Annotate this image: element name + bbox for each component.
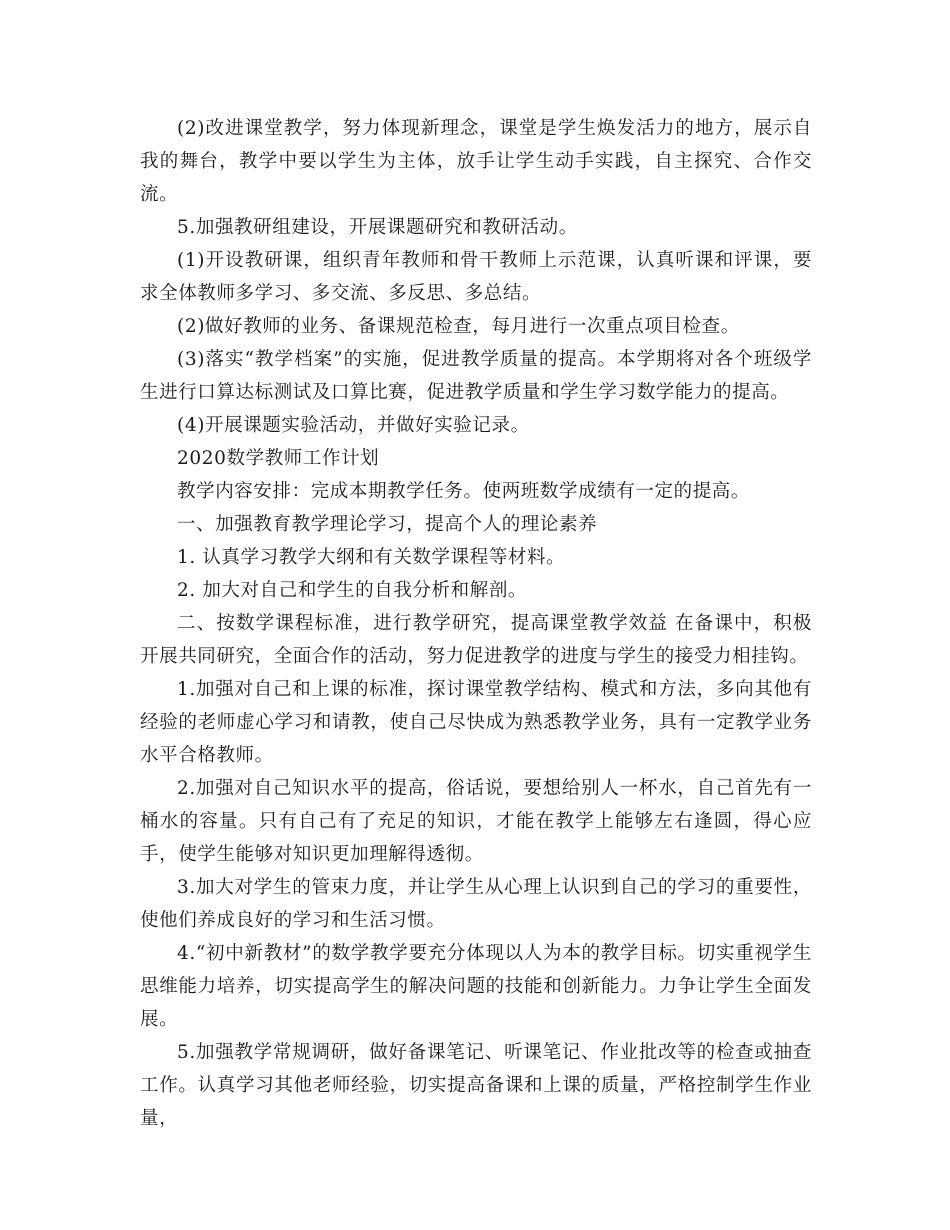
paragraph: (1)开设教研课，组织青年教师和骨干教师上示范课，认真听课和评课，要求全体教师多学习、多交流、多反思、多总结。 bbox=[140, 250, 812, 304]
paragraph: 教学内容安排：完成本期教学任务。使两班数学成绩有一定的提高。 bbox=[177, 481, 751, 502]
paragraph: (2)改进课堂教学，努力体现新理念，课堂是学生焕发活力的地方，展示自我的舞台，教学中要以学生为主体，放手让学生动手实践，自主探究、合作交流。 bbox=[140, 118, 812, 205]
paragraph: 1.加强对自己和上课的标准，探讨课堂教学结构、模式和方法，多向其他有经验的老师虚心学习和请教，使自己尽快成为熟悉教学业务，具有一定教学业务水平合格教师。 bbox=[140, 679, 812, 766]
paragraph: 1. 认真学习教学大纲和有关数学课程等材料。 bbox=[177, 547, 566, 568]
paragraph: 5.加强教研组建设，开展课题研究和教研活动。 bbox=[177, 217, 578, 238]
paragraph: (4)开展课题实验活动，并做好实验记录。 bbox=[177, 415, 530, 436]
paragraph: 3.加大对学生的管束力度，并让学生从心理上认识到自己的学习的重要性，使他们养成良好的学习和生活习惯。 bbox=[140, 877, 812, 931]
section-heading: 二、按数学课程标准，进行教学研究，提高课堂教学效益 在备课中，积极开展共同研究，全面合作的活动，努力促进教学的进度与学生的接受力相挂钩。 bbox=[140, 613, 812, 667]
paragraph: 2.加强对自己知识水平的提高，俗话说，要想给别人一杯水，自己首先有一桶水的容量。只有自己有了充足的知识，才能在教学上能够左右逢圆，得心应手，使学生能够对知识更加理解得透彻。 bbox=[140, 778, 812, 865]
paragraph: (2)做好教师的业务、备课规范检查，每月进行一次重点项目检查。 bbox=[177, 316, 740, 337]
paragraph: 5.加强教学常规调研，做好备课笔记、听课笔记、作业批改等的检查或抽查工作。认真学习其他老师经验，切实提高备课和上课的质量，严格控制学生作业量， bbox=[140, 1042, 812, 1129]
paragraph: (3)落实“教学档案”的实施，促进教学质量的提高。本学期将对各个班级学生进行口算达标测试及口算比赛，促进教学质量和学生学习数学能力的提高。 bbox=[140, 349, 812, 403]
section-heading: 一、加强教育教学理论学习，提高个人的理论素养 bbox=[177, 514, 598, 535]
document-body bbox=[140, 112, 812, 1135]
section-title: 2020数学教师工作计划 bbox=[177, 448, 380, 469]
paragraph: 4.“初中新教材”的数学教学要充分体现以人为本的教学目标。切实重视学生思维能力培养，切实提高学生的解决问题的技能和创新能力。力争让学生全面发展。 bbox=[140, 943, 812, 1030]
paragraph: 2. 加大对自己和学生的自我分析和解剖。 bbox=[177, 580, 528, 601]
